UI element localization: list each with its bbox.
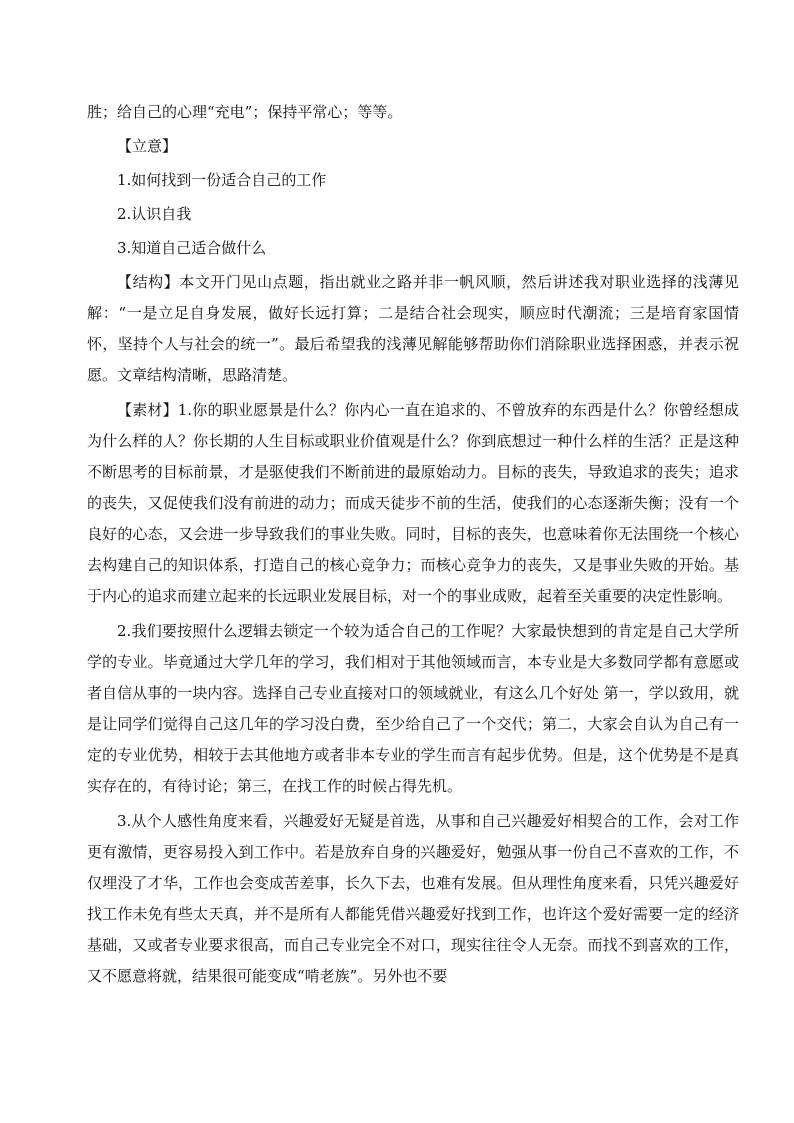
paragraph-material-2: 2.我们要按照什么逻辑去锁定一个较为适合自己的工作呢？大家最快想到的肯定是自己大学所学的专业。毕竟通过大学几年的学习，我们相对于其他领域而言，本专业是大多数同学都有意愿或者自信从事的一块内容。选择自己专业直接对口的领域就业，有这么几个好处 第一，学以致用，就是让同学们觉得自己这几年的学习没白费，至少给自己了一个交代；第二，大家会自认为自己有一定的专业优势，相较于去其他地方或者非本专业的学生而言有起步优势。但是，这个优势是不是真实存在的，有待讨论；第三，在找工作的时候占得先机。 [87, 622, 739, 795]
paragraph-continued: 胜；给自己的心理“充电”；保持平常心；等等。 [87, 103, 403, 121]
paragraph-structure: 【结构】本文开门见山点题，指出就业之路并非一帆风顺，然后讲述我对职业选择的浅薄见解：“一是立足自身发展，做好长远打算；二是结合社会现实，顺应时代潮流；三是培育家国情怀，坚持个人与社会的统一”。最后希望我的浅薄见解能够帮助你们消除职业选择困惑，并表示祝愿。文章结构清晰，思路清楚。 [87, 273, 739, 384]
document-body [87, 97, 739, 992]
liyi-item-2: 2.认识自我 [117, 205, 192, 223]
paragraph-material-1: 【素材】1.你的职业愿景是什么？你内心一直在追求的、不曾放弃的东西是什么？你曾经想成为什么样的人？你长期的人生目标或职业价值观是什么？你到底想过一种什么样的生活？正是这种不断思考的目标前景，才是驱使我们不断前进的最原始动力。目标的丧失，导致追求的丧失；追求的丧失，又促使我们没有前进的动力；而成天徒步不前的生活，使我们的心态逐渐失衡；没有一个良好的心态，又会进一步导致我们的事业失败。同时，目标的丧失，也意味着你无法围绕一个核心去构建自己的知识体系，打造自己的核心竞争力；而核心竞争力的丧失，又是事业失败的开始。基于内心的追求而建立起来的长远职业发展目标，对一个的事业成败，起着至关重要的决定性影响。 [87, 401, 739, 605]
section-heading-liyi: 【立意】 [117, 137, 178, 155]
liyi-item-1: 1.如何找到一份适合自己的工作 [117, 171, 327, 189]
liyi-item-3: 3.知道自己适合做什么 [117, 239, 267, 257]
paragraph-material-3: 3.从个人感性角度来看，兴趣爱好无疑是首选，从事和自己兴趣爱好相契合的工作，会对工作更有激情，更容易投入到工作中。若是放弃自身的兴趣爱好，勉强从事一份自己不喜欢的工作，不仅埋没了才华，工作也会变成苦差事，长久下去，也难有发展。但从理性角度来看，只凭兴趣爱好找工作未免有些太天真，并不是所有人都能凭借兴趣爱好找到工作，也许这个爱好需要一定的经济基础，又或者专业要求很高，而自己专业完全不对口，现实往往令人无奈。而找不到喜欢的工作，又不愿意将就，结果很可能变成“啃老族”。另外也不要 [87, 812, 739, 985]
